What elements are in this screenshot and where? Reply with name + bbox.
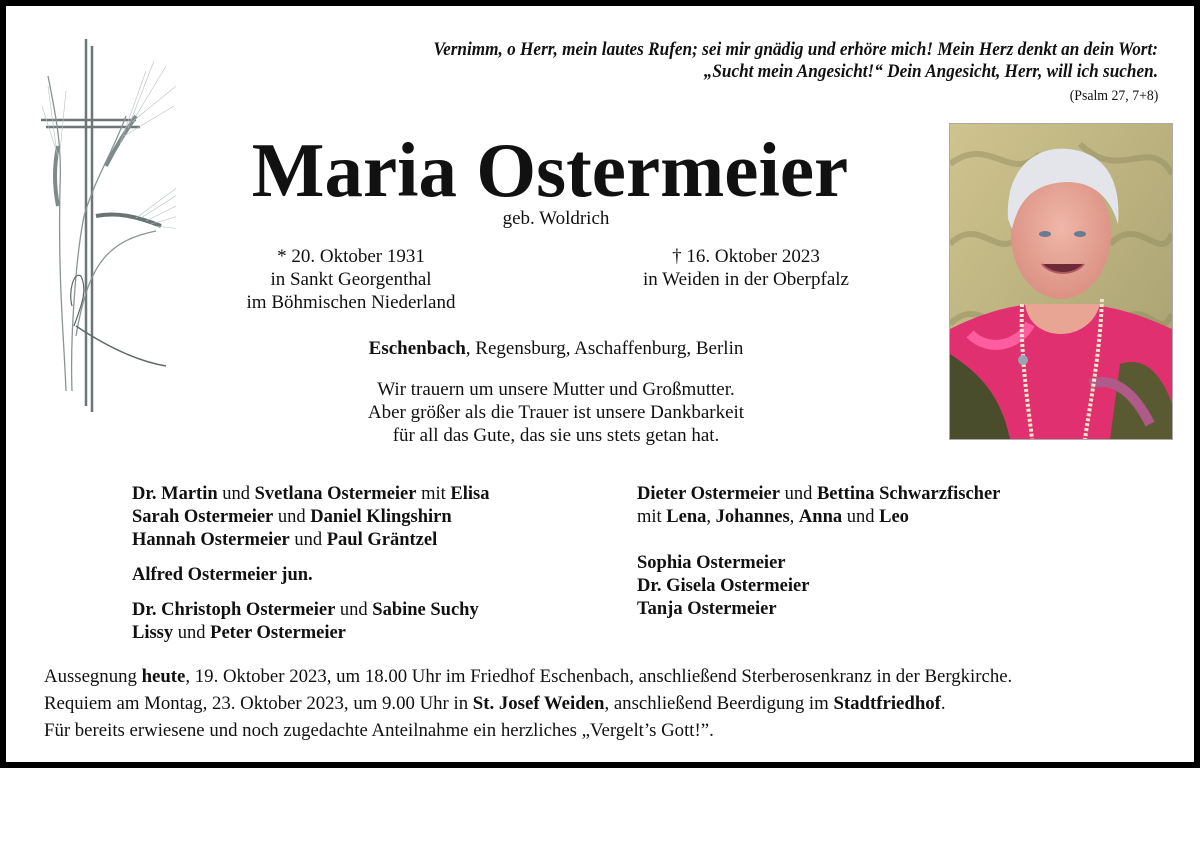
family-member: Elisa [450, 484, 490, 504]
connector: , [706, 507, 716, 527]
mourning-message [306, 378, 806, 447]
family-line [637, 552, 1107, 575]
family-line [637, 483, 1107, 506]
message-line: für all das Gute, das sie uns stets getan hat. [392, 425, 720, 446]
family-member: Dr. Christoph Ostermeier [132, 600, 336, 620]
connector: und [842, 507, 880, 527]
message-line: Aber größer als die Trauer ist unsere Dankbarkeit [367, 402, 745, 423]
family-member: Alfred Ostermeier jun. [132, 565, 313, 585]
death-date: 16. Oktober 2023 [686, 246, 820, 267]
family-line [132, 506, 602, 529]
family-line [637, 575, 1107, 598]
deceased-name: Maria Ostermeier [251, 127, 849, 213]
family-member: Bettina Schwarzfischer [816, 484, 1001, 504]
places-other: , Regensburg, Aschaffenburg, Berlin [465, 338, 744, 359]
text: , anschließend Beerdigung im [604, 693, 834, 714]
family-list-left [132, 483, 602, 657]
connector: , [789, 507, 799, 527]
death-place: in Weiden in der Oberpfalz [643, 269, 849, 290]
family-list-right [637, 483, 1107, 644]
cross-wheat-icon [36, 36, 176, 416]
places-line [306, 338, 806, 360]
family-line [132, 483, 602, 506]
family-member: Tanja Ostermeier [637, 599, 777, 619]
connector: und [273, 507, 311, 527]
family-member: Svetlana Ostermeier [254, 484, 417, 504]
portrait-image [950, 124, 1172, 439]
family-line [132, 599, 602, 622]
birth-star-icon: * [277, 246, 287, 267]
connector: und [217, 484, 255, 504]
family-group [132, 483, 602, 552]
family-group [132, 564, 602, 587]
connector: und [335, 600, 373, 620]
family-member: Hannah Ostermeier [132, 530, 290, 550]
psalm-line: „Sucht mein Angesicht!“ Dein Angesicht, Herr, will ich suchen. [703, 62, 1158, 82]
connector: mit [416, 484, 451, 504]
text: , 19. Oktober 2023, um 18.00 Uhr im Friedhof Eschenbach, anschließend Sterberosenkranz in der Bergkirche. [185, 666, 1013, 687]
family-member: Lena [666, 507, 707, 527]
family-member: Sarah Ostermeier [132, 507, 274, 527]
blessing-line [44, 663, 1174, 690]
family-member: Lissy [132, 623, 174, 643]
text: . [940, 693, 946, 714]
maiden-name: geb. Woldrich [502, 208, 610, 229]
connector: und [779, 484, 817, 504]
family-member: Dr. Gisela Ostermeier [637, 576, 810, 596]
family-line [132, 529, 602, 552]
family-line [637, 506, 1107, 529]
cemetery-name: Stadtfriedhof [833, 693, 941, 714]
birth-date: 20. Oktober 1931 [291, 246, 425, 267]
requiem-line [44, 690, 1174, 717]
birth-region: im Böhmischen Niederland [246, 292, 456, 313]
church-name: St. Josef Weiden [472, 693, 605, 714]
family-member: Dr. Martin [132, 484, 218, 504]
psalm-reference: (Psalm 27, 7+8) [1069, 88, 1158, 104]
family-member: Peter Ostermeier [210, 623, 346, 643]
family-member: Johannes [715, 507, 790, 527]
birth-info [216, 245, 486, 314]
connector: mit [637, 507, 667, 527]
thanks-line: Für bereits erwiesene und noch zugedachte Anteilnahme ein herzliches „Vergelt’s Gott!”. [44, 720, 714, 741]
text: Aussegnung [44, 666, 142, 687]
family-line [637, 598, 1107, 621]
family-member: Anna [798, 507, 843, 527]
family-group [637, 552, 1107, 621]
family-group [637, 483, 1107, 529]
place-primary: Eschenbach [368, 338, 466, 359]
psalm-line: Vernimm, o Herr, mein lautes Rufen; sei mir gnädig und erhöre mich! Mein Herz denkt an dein Wort: [433, 40, 1158, 60]
portrait-photo [949, 123, 1173, 440]
connector: und [289, 530, 327, 550]
family-member: Dieter Ostermeier [637, 484, 780, 504]
family-member: Sabine Suchy [372, 600, 479, 620]
family-member: Leo [879, 507, 909, 527]
message-line: Wir trauern um unsere Mutter und Großmutter. [377, 379, 735, 400]
birth-date-line [216, 245, 486, 268]
connector: und [173, 623, 211, 643]
birth-place: in Sankt Georgenthal [270, 269, 432, 290]
family-member: Daniel Klingshirn [310, 507, 452, 527]
family-group [132, 599, 602, 645]
family-line [132, 622, 602, 645]
death-info [616, 245, 876, 291]
family-line [132, 564, 602, 587]
psalm-quote [265, 39, 1158, 83]
family-member: Sophia Ostermeier [637, 553, 786, 573]
family-member: Paul Gräntzel [326, 530, 438, 550]
service-details [44, 663, 1174, 744]
text: Requiem am Montag, 23. Oktober 2023, um 9.00 Uhr in [44, 693, 473, 714]
emphasis: heute [141, 666, 186, 687]
death-date-line [616, 245, 876, 268]
death-cross-icon: † [672, 246, 682, 267]
